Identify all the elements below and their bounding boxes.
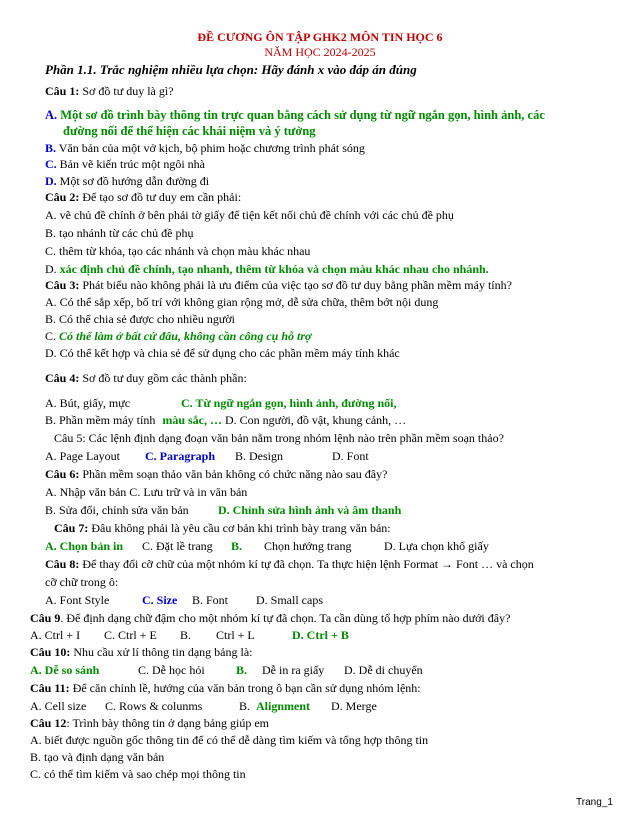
option-label: B.	[45, 141, 57, 155]
question-text: Để căn chỉnh lề, hướng của văn bản trong ô bạn cần sử dụng nhóm lệnh:	[69, 681, 421, 695]
option-label: D.	[45, 174, 57, 188]
question-text: : Trình bày thông tin ở dạng bảng giúp em	[66, 716, 270, 730]
question-text: Nhu cầu xử lí thông tin dạng bảng là:	[70, 645, 253, 659]
q5-option-a: A. Page Layout	[45, 449, 120, 463]
question-5	[54, 431, 504, 445]
question-label: Câu 9	[30, 611, 61, 625]
q9-option-b: B.	[180, 628, 192, 642]
q4-option-c: C. Từ ngữ ngắn gọn, hình ảnh, đường nối,	[181, 396, 397, 410]
q2-option-d	[45, 262, 489, 276]
q7-option-a: A. Chọn bản in	[45, 539, 124, 553]
section-heading: Phần 1.1. Trắc nghiệm nhiều lựa chọn: Hãy đánh x vào đáp án đúng	[45, 62, 417, 77]
q7-option-b-text: Chọn hướng trang	[264, 539, 352, 553]
q7-option-c: C. Đặt lề trang	[142, 539, 213, 553]
option-text: đường nối để thể hiện các khái niệm và ý tưởng	[63, 124, 316, 138]
question-text: Sơ đồ tư duy gồm các thành phần:	[79, 371, 247, 385]
question-12	[30, 716, 269, 730]
q9-option-c: C. Ctrl + E	[104, 628, 157, 642]
question-text: Sơ đồ tư duy là gì?	[79, 84, 174, 98]
q12-option-c: C. có thể tìm kiếm và sao chép mọi thông tin	[30, 767, 246, 781]
q8-option-b: B. Font	[192, 593, 229, 607]
option-d: D. Con người, đồ vật, khung cảnh, …	[222, 413, 407, 427]
option-label: C.	[45, 329, 57, 343]
question-label: Câu 1:	[45, 84, 80, 98]
q3-option-c	[45, 329, 311, 343]
q8-option-c: C. Size	[142, 593, 178, 607]
q10-option-d: D. Dễ di chuyển	[344, 663, 423, 677]
question-label: Câu 3:	[45, 278, 80, 292]
q5-option-b: B. Design	[235, 449, 283, 463]
document-title: ĐỀ CƯƠNG ÔN TẬP GHK2 MÔN TIN HỌC 6	[197, 30, 443, 44]
q11-option-b-text: Alignment	[256, 699, 310, 713]
q10-option-b: B.	[236, 663, 248, 677]
question-label: Câu 4:	[45, 371, 80, 385]
q11-option-b: B.	[239, 699, 251, 713]
option-text: xác định chủ đề chính, tạo nhanh, thêm từ khóa và chọn màu khác nhau cho nhánh.	[56, 262, 489, 276]
school-year: NĂM HỌC 2024-2025	[264, 45, 376, 59]
q6-option-b: B. Sửa đổi, chỉnh sửa văn bản	[45, 503, 189, 517]
question-4	[45, 371, 247, 385]
q8-option-d: D. Small caps	[256, 593, 323, 607]
option-label: A.	[45, 108, 58, 122]
question-label: Câu 5:	[54, 431, 86, 445]
option-text: B. Phần mềm máy tính	[45, 413, 156, 427]
option-text: Văn bản của một vở kịch, bộ phim hoặc chương trình phát sóng	[56, 141, 365, 155]
question-2	[45, 190, 241, 204]
question-11	[30, 681, 421, 695]
q10-option-b-text: Dễ in ra giấy	[262, 663, 325, 677]
q11-option-d: D. Merge	[331, 699, 377, 713]
q9-option-b-text: Ctrl + L	[216, 628, 255, 642]
question-10	[30, 645, 252, 659]
question-text: Để thay đổi cỡ chữ của một nhóm kí tự đã chọn. Ta thực hiện lệnh Format → Font … và chọn	[79, 557, 534, 571]
q1-option-c	[45, 157, 205, 171]
q1-option-d	[45, 174, 209, 188]
q5-option-d: D. Font	[332, 449, 369, 463]
q4-option-a: A. Bút, giấy, mực	[45, 396, 131, 410]
question-8	[45, 557, 534, 571]
q7-option-b: B.	[231, 539, 243, 553]
q3-option-d: D. Có thể kết hợp và chia sẻ để sử dụng cho các phần mềm máy tính khác	[45, 346, 400, 360]
q9-option-a: A. Ctrl + I	[30, 628, 81, 642]
question-label: Câu 11:	[30, 681, 70, 695]
q4-option-b	[45, 413, 406, 427]
question-label: Câu 8:	[45, 557, 80, 571]
option-text: Một sơ đồ hướng dẫn đường đi	[56, 174, 210, 188]
question-text: Để tạo sơ đồ tư duy em cần phải:	[79, 190, 242, 204]
q7-option-d: D. Lựa chọn khổ giấy	[384, 539, 489, 553]
question-label: Câu 10:	[30, 645, 71, 659]
option-label: C.	[45, 157, 57, 171]
question-1	[45, 84, 174, 98]
question-text: Phát biểu nào không phải là ưu điểm của việc tạo sơ đồ tư duy bằng phần mềm máy tính?	[79, 278, 512, 292]
q8-option-a: A. Font Style	[45, 593, 110, 607]
question-label: Câu 2:	[45, 190, 80, 204]
question-9	[30, 611, 510, 625]
option-text: Một sơ đồ trình bày thông tin trực quan bằng cách sử dụng từ ngữ ngắn gọn, hình ảnh, các	[57, 108, 545, 122]
q9-option-d: D. Ctrl + B	[292, 628, 349, 642]
q11-option-a: A. Cell size	[30, 699, 87, 713]
question-7	[54, 521, 391, 535]
q12-option-a: A. biết được nguồn gốc thông tin để có thể dễ dàng tìm kiếm và tổng hợp thông tin	[30, 733, 429, 747]
q3-option-b: B. Có thể chia sẻ được cho nhiều người	[45, 312, 235, 326]
q6-option-d: D. Chỉnh sửa hình ảnh và âm thanh	[218, 503, 402, 517]
question-3	[45, 278, 512, 292]
question-6	[45, 467, 387, 481]
question-text: Phần mềm soạn thảo văn bản không có chức năng nào sau đây?	[79, 467, 388, 481]
question-label: Câu 6:	[45, 467, 80, 481]
q1-option-a-cont	[63, 124, 315, 138]
q10-option-a: A. Dễ so sánh	[30, 663, 100, 677]
question-text: Đâu không phải là yêu cầu cơ bản khi trình bày trang văn bản:	[88, 521, 391, 535]
option-text: Có thể làm ở bất cứ đâu, không cần công cụ hỗ trợ	[56, 329, 312, 343]
option-c-continued: màu sắc, …	[162, 413, 222, 427]
question-label: Câu 12	[30, 716, 67, 730]
q2-option-c: C. thêm từ khóa, tạo các nhánh và chọn màu khác nhau	[45, 244, 311, 258]
q3-option-a: A. Có thể sắp xếp, bố trí với không gian rộng mở, dễ sửa chữa, thêm bớt nội dung	[45, 295, 439, 309]
q5-option-c: C. Paragraph	[145, 449, 215, 463]
question-label: Câu 7:	[54, 521, 89, 535]
q10-option-c: C. Dễ học hỏi	[138, 663, 205, 677]
q1-option-a	[45, 108, 545, 122]
option-label: D.	[45, 262, 57, 276]
q12-option-b: B. tạo và định dạng văn bản	[30, 750, 165, 764]
question-8-cont: cỡ chữ trong ô:	[45, 575, 119, 589]
q11-option-c: C. Rows & colunms	[105, 699, 203, 713]
q1-option-b	[45, 141, 365, 155]
q2-option-a: A. vẽ chủ đề chính ở bên phải tờ giấy để tiện kết nối chủ đề chính với các chủ đề phụ	[45, 208, 454, 222]
page-number: Trang_1	[576, 797, 613, 808]
question-text: . Để định dạng chữ đậm cho một nhóm kí tự đã chọn. Ta cần dùng tổ hợp phím nào dưới đây?	[60, 611, 511, 625]
question-text: Các lệnh định dạng đoạn văn bản nằm trong nhóm lệnh nào trên phần mềm soạn thảo?	[85, 431, 504, 445]
q6-option-a-c: A. Nhập văn bản C. Lưu trữ và in văn bản	[45, 485, 248, 499]
option-text: Bản vẽ kiến trúc một ngôi nhà	[56, 157, 205, 171]
q2-option-b: B. tạo nhánh từ các chủ đề phụ	[45, 226, 194, 240]
